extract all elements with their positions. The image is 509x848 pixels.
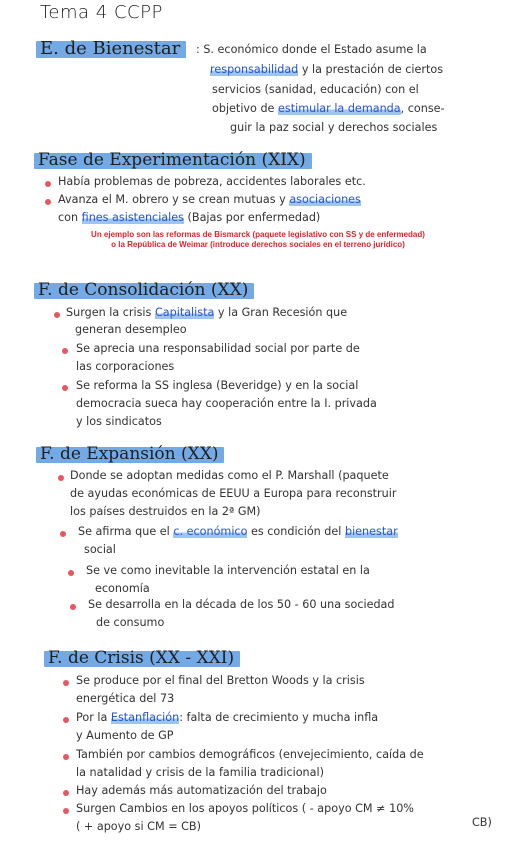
bullet-dot [54,312,60,318]
crisis-bullet-4: Hay además más automatización del trabajo [76,784,327,797]
expansion-bullet-4: Se desarrolla en la década de los 50 - 60 una sociedad [88,598,395,611]
crisis-bullet-3-cont: la natalidad y crisis de la familia tradicional) [76,766,324,779]
consolidacion-bullet-2: Se aprecia una responsabilidad social por parte de [76,342,360,355]
expansion-bullet-3-cont: economía [95,582,150,595]
bullet-dot [63,808,69,814]
bullet-dot [62,385,68,391]
heading-crisis: F. de Crisis (XX - XXI) [48,648,234,668]
expansion-bullet-4-cont: de consumo [96,616,165,629]
consolidacion-bullet-1: Surgen la crisis Capitalista y la Gran Recesión que [66,306,348,319]
bullet-dot [58,475,64,481]
bullet-dot [63,754,69,760]
crisis-bullet-1: Se produce por el final del Bretton Woods y la crisis [76,674,365,687]
bienestar-line-3: servicios (sanidad, educación) con el [212,83,419,96]
heading-experimentacion: Fase de Experimentación (XIX) [38,150,306,170]
heading-bienestar: E. de Bienestar [40,38,180,59]
bullet-dot [45,181,51,187]
experimentacion-bullet-2: Avanza el M. obrero y se crean mutuas y asociaciones [58,193,361,206]
consolidacion-bullet-3: Se reforma la SS inglesa (Beveridge) y en la social [76,379,359,392]
expansion-bullet-3: Se ve como inevitable la intervención estatal en la [86,564,370,577]
crisis-bullet-3: También por cambios demográficos (envejecimiento, caída de [76,748,424,761]
bienestar-line-2: responsabilidad y la prestación de ciertos [210,63,444,76]
crisis-bullet-5: Surgen Cambios en los apoyos políticos ( - apoyo CM ≠ 10% [76,802,414,815]
bullet-dot [63,717,69,723]
bullet-dot [68,570,74,576]
bullet-dot [63,680,69,686]
experimentacion-bullet-1: Había problemas de pobreza, accidentes laborales etc. [58,175,366,188]
bienestar-line-4: objetivo de estimular la demanda, conse- [212,102,445,115]
page-title: Tema 4 CCPP [40,2,163,23]
crisis-bullet-2: Por la Estanflación: falta de crecimiento y mucha infla [76,711,379,724]
heading-consolidacion: F. de Consolidación (XX) [38,280,248,300]
bismarck-note: Un ejemplo son las reformas de Bismarck (paquete legislativo con SS y de enfermedad) o la República de Weimar (introduce derechos sociales en el terreno jurídico) [91,230,425,249]
bullet-dot [60,531,66,537]
crisis-bullet-1-cont: energética del 73 [76,692,175,705]
bullet-dot [62,348,68,354]
bienestar-line-5: guir la paz social y derechos sociales [230,121,438,134]
consolidacion-bullet-3-cont: democracia sueca hay cooperación entre la I. privada [76,397,377,410]
bullet-dot [70,604,76,610]
crisis-bullet-5-cont: ( + apoyo si CM = CB) [76,820,201,833]
bienestar-line-1: : S. económico donde el Estado asume la [196,43,427,56]
consolidacion-bullet-3-cont2: y los sindicatos [76,415,162,428]
consolidacion-bullet-1-cont: generan desempleo [75,323,187,336]
crisis-bullet-5-cb: CB) [472,816,492,829]
expansion-bullet-1-cont: de ayudas económicas de EEUU a Europa para reconstruir [70,487,397,500]
expansion-bullet-1-cont2: los países destruidos en la 2ª GM) [70,505,261,518]
expansion-bullet-2: Se afirma que el c. económico es condición del bienestar [78,525,398,538]
crisis-bullet-2-cont: y Aumento de GP [76,729,174,742]
bullet-dot [63,790,69,796]
bullet-dot [45,199,51,205]
consolidacion-bullet-2-cont: las corporaciones [76,360,175,373]
experimentacion-bullet-2-cont: con fines asistenciales (Bajas por enfermedad) [58,211,321,224]
expansion-bullet-1: Donde se adoptan medidas como el P. Marshall (paquete [70,469,389,482]
expansion-bullet-2-cont: social [84,543,116,556]
heading-expansion: F. de Expansión (XX) [40,444,218,464]
